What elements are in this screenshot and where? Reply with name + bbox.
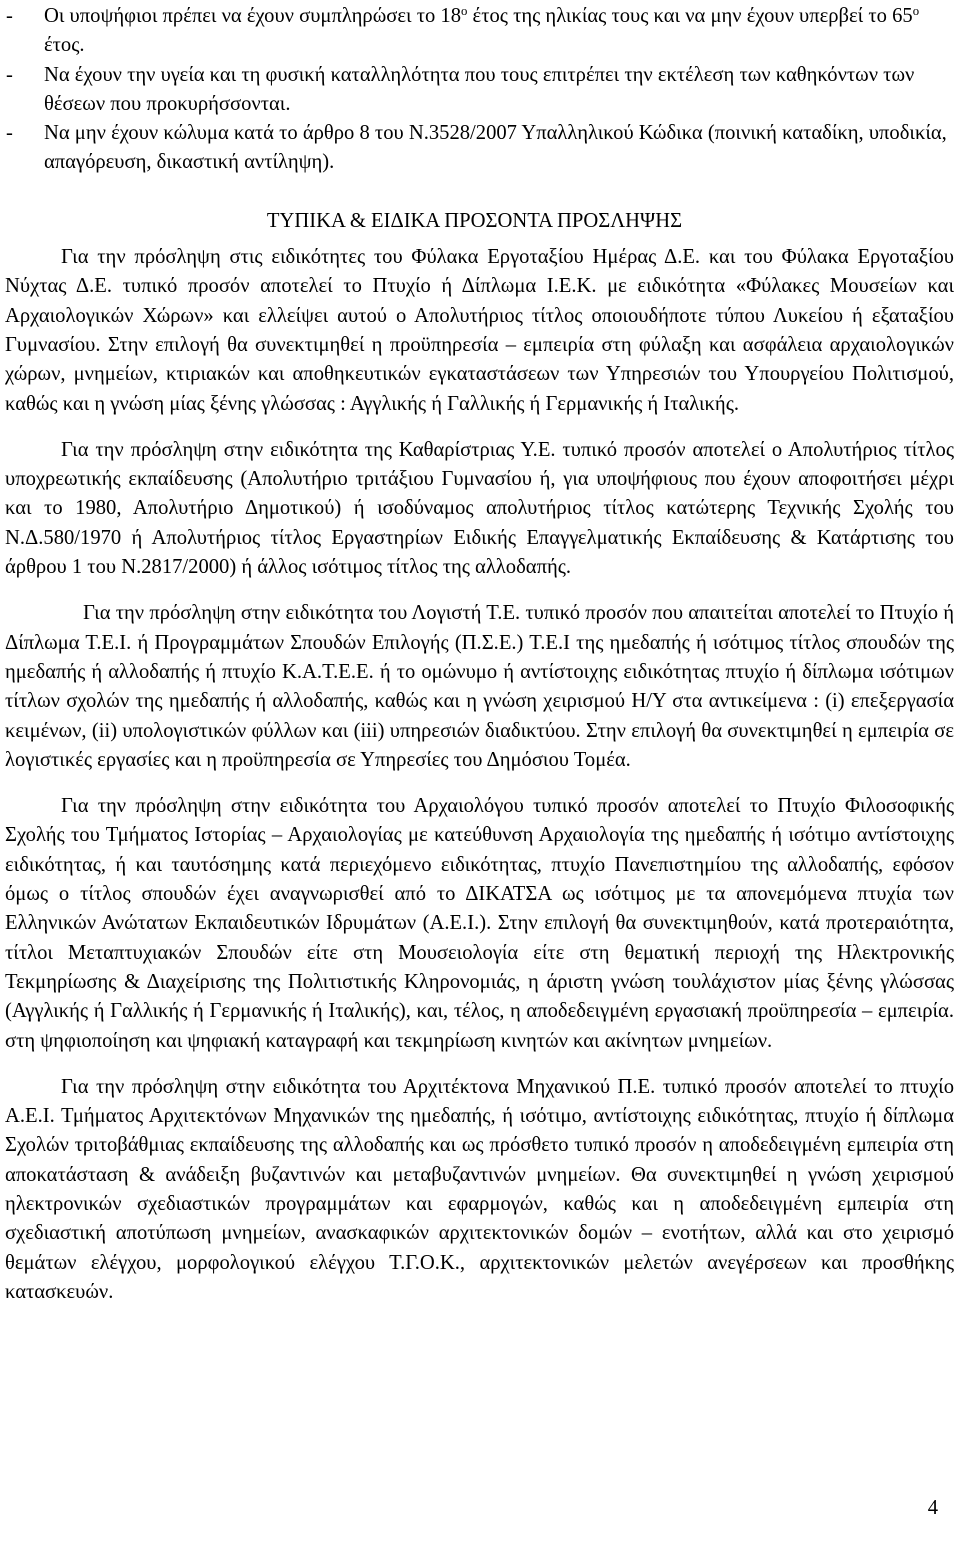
list-item-text: Οι υποψήφιοι πρέπει να έχουν συμπληρώσει το $18^o$ έτος της ηλικίας τους και να μην έχουν υπερβεί το $65^o$ έτος. bbox=[44, 3, 920, 57]
list-item-text: Να έχουν την υγεία και τη φυσική καταλληλότητα που τους επιτρέπει την εκτέλεση των καθηκόντων των θέσεων που προκυρήσσονται. bbox=[44, 63, 915, 115]
page-number: 4 bbox=[927, 1497, 938, 1519]
section-heading: ΤΥΠΙΚΑ & ΕΙΔΙΚΑ ΠΡΟΣΟΝΤΑ ΠΡΟΣΛΗΨΗΣ bbox=[266, 209, 683, 232]
paragraph-architect: Για την πρόσληψη στην ειδικότητα του Αρχιτέκτονα Μηχανικού Π.Ε. τυπικό προσόν αποτελεί το πτυχίο Α.Ε.Ι. Τμήματος Αρχιτεκτόνων Μηχανικών της ημεδαπής, ή ισότιμο, αντίστοιχης ειδικότητας, πτυχίο ή δίπλωμα Σχολών τριτοβάθμιας εκπαίδευσης της αλλοδαπής και ως πρόσθετο τυπικό προσόν η αποδεδειγμένη εμπειρία στη αποκατάσταση & ανάδειξη βυζαντινών και μεταβυζαντινών μνημείων. Θα συνεκτιμηθεί η γνώση χειρισμού ηλεκτρονικών σχεδιαστικών προγραμμάτων και εφαρμογών, καθώς και η αποδεδειγμένη εμπειρία στη σχεδιαστική αποτύπωση μνημείων, ανασκαφικών αρχιτεκτονικών δομών – ενοτήτων, αλλά και στο χειρισμό θεμάτων ελέγχου, μορφολογικού ελέγχου Τ.Γ.Ο.Κ., αρχιτεκτονικών μελετών ανεγέρσεων και προσθήκης κατασκευών. bbox=[5, 1075, 954, 1303]
list-dash: - bbox=[6, 63, 13, 86]
paragraph-guards: Για την πρόσληψη στις ειδικότητες του Φύλακα Εργοταξίου Ημέρας Δ.Ε. και του Φύλακα Εργοταξίου Νύχτας Δ.Ε. τυπικό προσόν αποτελεί το Πτυχίο ή Δίπλωμα Ι.Ε.Κ. με ειδικότητα «Φύλακες Μουσείων και Αρχαιολογικών Χώρων» και ελλείψει αυτού ο Απολυτήριος τίτλος οποιουδήποτε τύπου Λυκείου ή εξαταξίου Γυμνασίου. Στην επιλογή θα συνεκτιμηθεί η προϋπηρεσία – εμπειρία στη φύλαξη και ασφάλεια αρχαιολογικών χώρων, μνημείων, κτιριακών και αποθηκευτικών εγκαταστάσεων των Υπηρεσιών του Υπουργείου Πολιτισμού, καθώς και η γνώση μίας ξένης γλώσσας : Αγγλικής ή Γαλλικής ή Γερμανικής ή Ιταλικής. bbox=[5, 246, 954, 415]
eligibility-list bbox=[5, 2, 954, 178]
list-item bbox=[5, 61, 954, 120]
list-item-text: Να μην έχουν κώλυμα κατά το άρθρο 8 του Ν.3528/2007 Υπαλληλικού Κώδικα (ποινική καταδίκη, υποδικία, απαγόρευση, δικαστική αντίληψη). bbox=[44, 122, 947, 174]
paragraph-archaeologist: Για την πρόσληψη στην ειδικότητα του Αρχαιολόγου τυπικό προσόν αποτελεί το Πτυχίο Φιλοσοφικής Σχολής του Τμήματος Ιστορίας – Αρχαιολογίας με κατεύθυνση Αρχαιολογία της ημεδαπής ή ισότιμο αντίστοιχης ειδικότητας, ή και ταυτόσημης κατά περιεχόμενο ειδικότητας, πτυχίο Πανεπιστημίου της αλλοδαπής, εφόσον όμως ο τίτλος σπουδών έχει αναγνωρισθεί από το ΔΙΚΑΤΣΑ ως ισότιμος με τα απονεμόμενα πτυχία των Ελληνικών Ανώτατων Εκπαιδευτικών Ιδρυμάτων (Α.Ε.Ι.). Στην επιλογή θα συνεκτιμηθούν, κατά προτεραιότητα, τίτλοι Μεταπτυχιακών Σπουδών είτε στη Μουσειολογία είτε στη θεματική περιοχή της Ηλεκτρονικής Τεκμηρίωσης & Διαχείρισης της Πολιτιστικής Κληρονομιάς, η άριστη γνώση τουλάχιστον μίας ξένης γλώσσας (Αγγλικής ή Γαλλικής ή Γερμανικής ή Ιταλικής), και, τέλος, η αποδεδειγμένη εργασιακή προϋπηρεσία – εμπειρία. στη ψηφιοποίηση και ψηφιακή καταγραφή και τεκμηρίωση κινητών και ακίνητων μνημείων. bbox=[5, 795, 954, 1052]
list-dash: - bbox=[6, 122, 13, 145]
list-item bbox=[5, 2, 954, 61]
paragraph-accountant: Για την πρόσληψη στην ειδικότητα του Λογιστή Τ.Ε. τυπικό προσόν που απαιτείται αποτελεί το Πτυχίο ή Δίπλωμα Τ.Ε.Ι. ή Προγραμμάτων Σπουδών Επιλογής (Π.Σ.Ε.) Τ.Ε.Ι της ημεδαπής ή ισότιμος τίτλος σπουδών της ημεδαπής ή αλλοδαπής ή πτυχίο Κ.Α.Τ.Ε.Ε. ή το ομώνυμο ή αντίστοιχης ειδικότητας πτυχίο ή δίπλωμα ισότιμων τίτλων σχολών της ημεδαπής ή αλλοδαπής, καθώς και η γνώση χειρισμού Η/Υ στα αντικείμενα : (i) επεξεργασία κειμένων, (ii) υπολογιστικών φύλλων και (iii) υπηρεσιών διαδικτύου. Στην επιλογή θα συνεκτιμηθεί η εμπειρία σε λογιστικές εργασίες και η προϋπηρεσία σε Υπηρεσίες του Δημόσιου Τομέα. bbox=[5, 602, 954, 771]
list-dash: - bbox=[6, 5, 13, 27]
paragraph-cleaner: Για την πρόσληψη στην ειδικότητα της Καθαρίστριας Υ.Ε. τυπικό προσόν αποτελεί ο Απολυτήριος τίτλος υποχρεωτικής εκπαίδευσης (Απολυτήριο τριτάξιου Γυμνασίου ή, για υποψήφιους που έχουν αποφοιτήσει μέχρι και το 1980, Απολυτήριο Δημοτικού) ή ισοδύναμος απολυτήριος τίτλος κατώτερης Τεχνικής Σχολής του Ν.Δ.580/1970 ή Απολυτήριος τίτλος Εργαστηρίων Ειδικής Επαγγελματικής Εκπαίδευσης & Κατάρτισης του άρθρου 1 του Ν.2817/2000) ή άλλος ισότιμος τίτλος της αλλοδαπής. bbox=[5, 438, 954, 579]
list-item bbox=[5, 119, 954, 178]
